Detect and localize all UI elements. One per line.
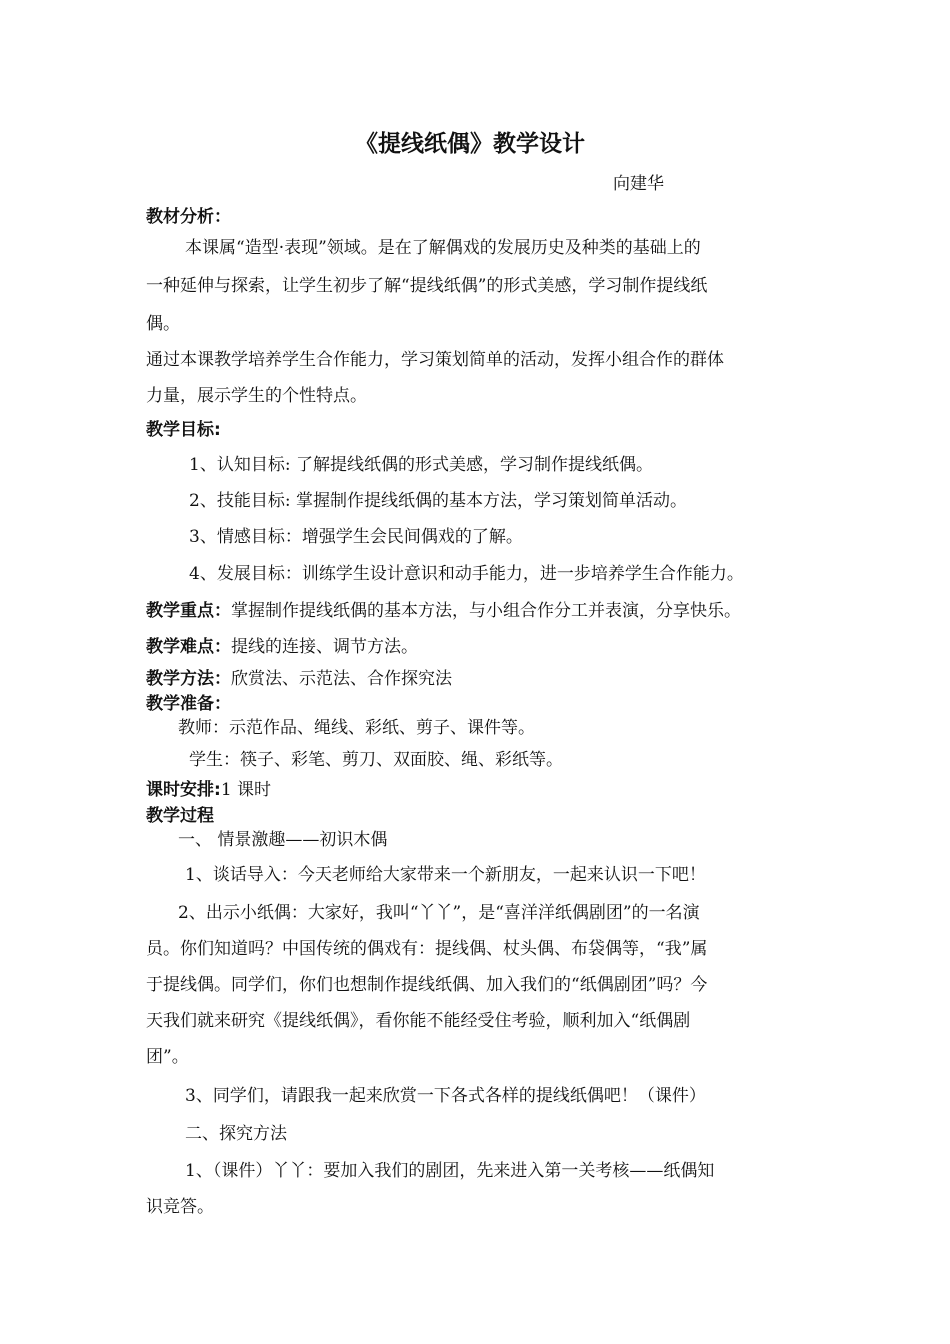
prep-teacher: 教师：示范作品、绳线、彩纸、剪子、课件等。 <box>178 718 535 738</box>
analysis-paragraph-line: 偶。 <box>146 314 180 334</box>
goals-heading: 教学目标: <box>146 420 221 440</box>
key-text: 掌握制作提线纸偶的基本方法，与小组合作分工并表演，分享快乐。 <box>231 601 741 621</box>
section-1-item-2-line: 2、出示小纸偶：大家好，我叫“丫丫”，是“喜洋洋纸偶剧团”的一名演 <box>178 903 700 923</box>
method-text: 欣赏法、示范法、合作探究法 <box>231 669 452 689</box>
method-label: 教学方法： <box>146 669 231 689</box>
process-heading: 教学过程 <box>146 806 214 826</box>
prep-heading: 教学准备： <box>146 694 231 714</box>
analysis-heading: 教材分析： <box>146 207 231 227</box>
section-1-item-2-line: 团”。 <box>146 1047 189 1067</box>
document-title: 《提线纸偶》教学设计 <box>355 131 585 157</box>
teaching-method <box>146 669 452 689</box>
difficulty-label: 教学难点： <box>146 637 231 657</box>
section-1-title: 一、 情景激趣——初识木偶 <box>178 830 388 850</box>
analysis-paragraph-line: 本课属“造型·表现”领域。是在了解偶戏的发展历史及种类的基础上的 <box>185 238 701 258</box>
analysis-paragraph-line: 力量，展示学生的个性特点。 <box>146 386 367 406</box>
section-2-title: 二、探究方法 <box>185 1124 287 1144</box>
author-name: 向建华 <box>613 174 664 194</box>
analysis-paragraph-line: 一种延伸与探索，让学生初步了解“提线纸偶”的形式美感，学习制作提线纸 <box>146 276 708 296</box>
section-2-item-1-line: 1、（课件）丫丫：要加入我们的剧团，先来进入第一关考核——纸偶知 <box>185 1161 715 1181</box>
key-label: 教学重点： <box>146 601 231 621</box>
prep-student: 学生：筷子、彩笔、剪刀、双面胶、绳、彩纸等。 <box>189 750 563 770</box>
section-1-item-2-line: 于提线偶。同学们，你们也想制作提线纸偶、加入我们的“纸偶剧团”吗？今 <box>146 975 708 995</box>
section-1-item-2-line: 员。你们知道吗？中国传统的偶戏有：提线偶、杖头偶、布袋偶等，“我”属 <box>146 939 708 959</box>
goal-item: 1、认知目标: 了解提线纸偶的形式美感，学习制作提线纸偶。 <box>189 455 653 475</box>
difficulty-text: 提线的连接、调节方法。 <box>231 637 418 657</box>
goal-item: 2、技能目标: 掌握制作提线纸偶的基本方法，学习策划简单活动。 <box>189 491 687 511</box>
schedule-label: 课时安排: <box>146 780 221 800</box>
section-1-item-1: 1、谈话导入：今天老师给大家带来一个新朋友，一起来认识一下吧！ <box>185 865 706 885</box>
analysis-paragraph-line: 通过本课教学培养学生合作能力，学习策划简单的活动，发挥小组合作的群体 <box>146 350 724 370</box>
section-1-item-3: 3、同学们，请跟我一起来欣赏一下各式各样的提线纸偶吧！（课件） <box>185 1086 706 1106</box>
goal-item: 3、情感目标：增强学生会民间偶戏的了解。 <box>189 527 523 547</box>
key-points <box>146 601 741 621</box>
section-1-item-2-line: 天我们就来研究《提线纸偶》，看你能不能经受住考验，顺利加入“纸偶剧 <box>146 1011 691 1031</box>
schedule-text: 1 课时 <box>220 780 272 800</box>
class-schedule <box>146 780 271 800</box>
difficulties <box>146 637 418 657</box>
section-2-item-1-line: 识竞答。 <box>146 1197 214 1217</box>
goal-item: 4、发展目标：训练学生设计意识和动手能力，进一步培养学生合作能力。 <box>189 564 744 584</box>
